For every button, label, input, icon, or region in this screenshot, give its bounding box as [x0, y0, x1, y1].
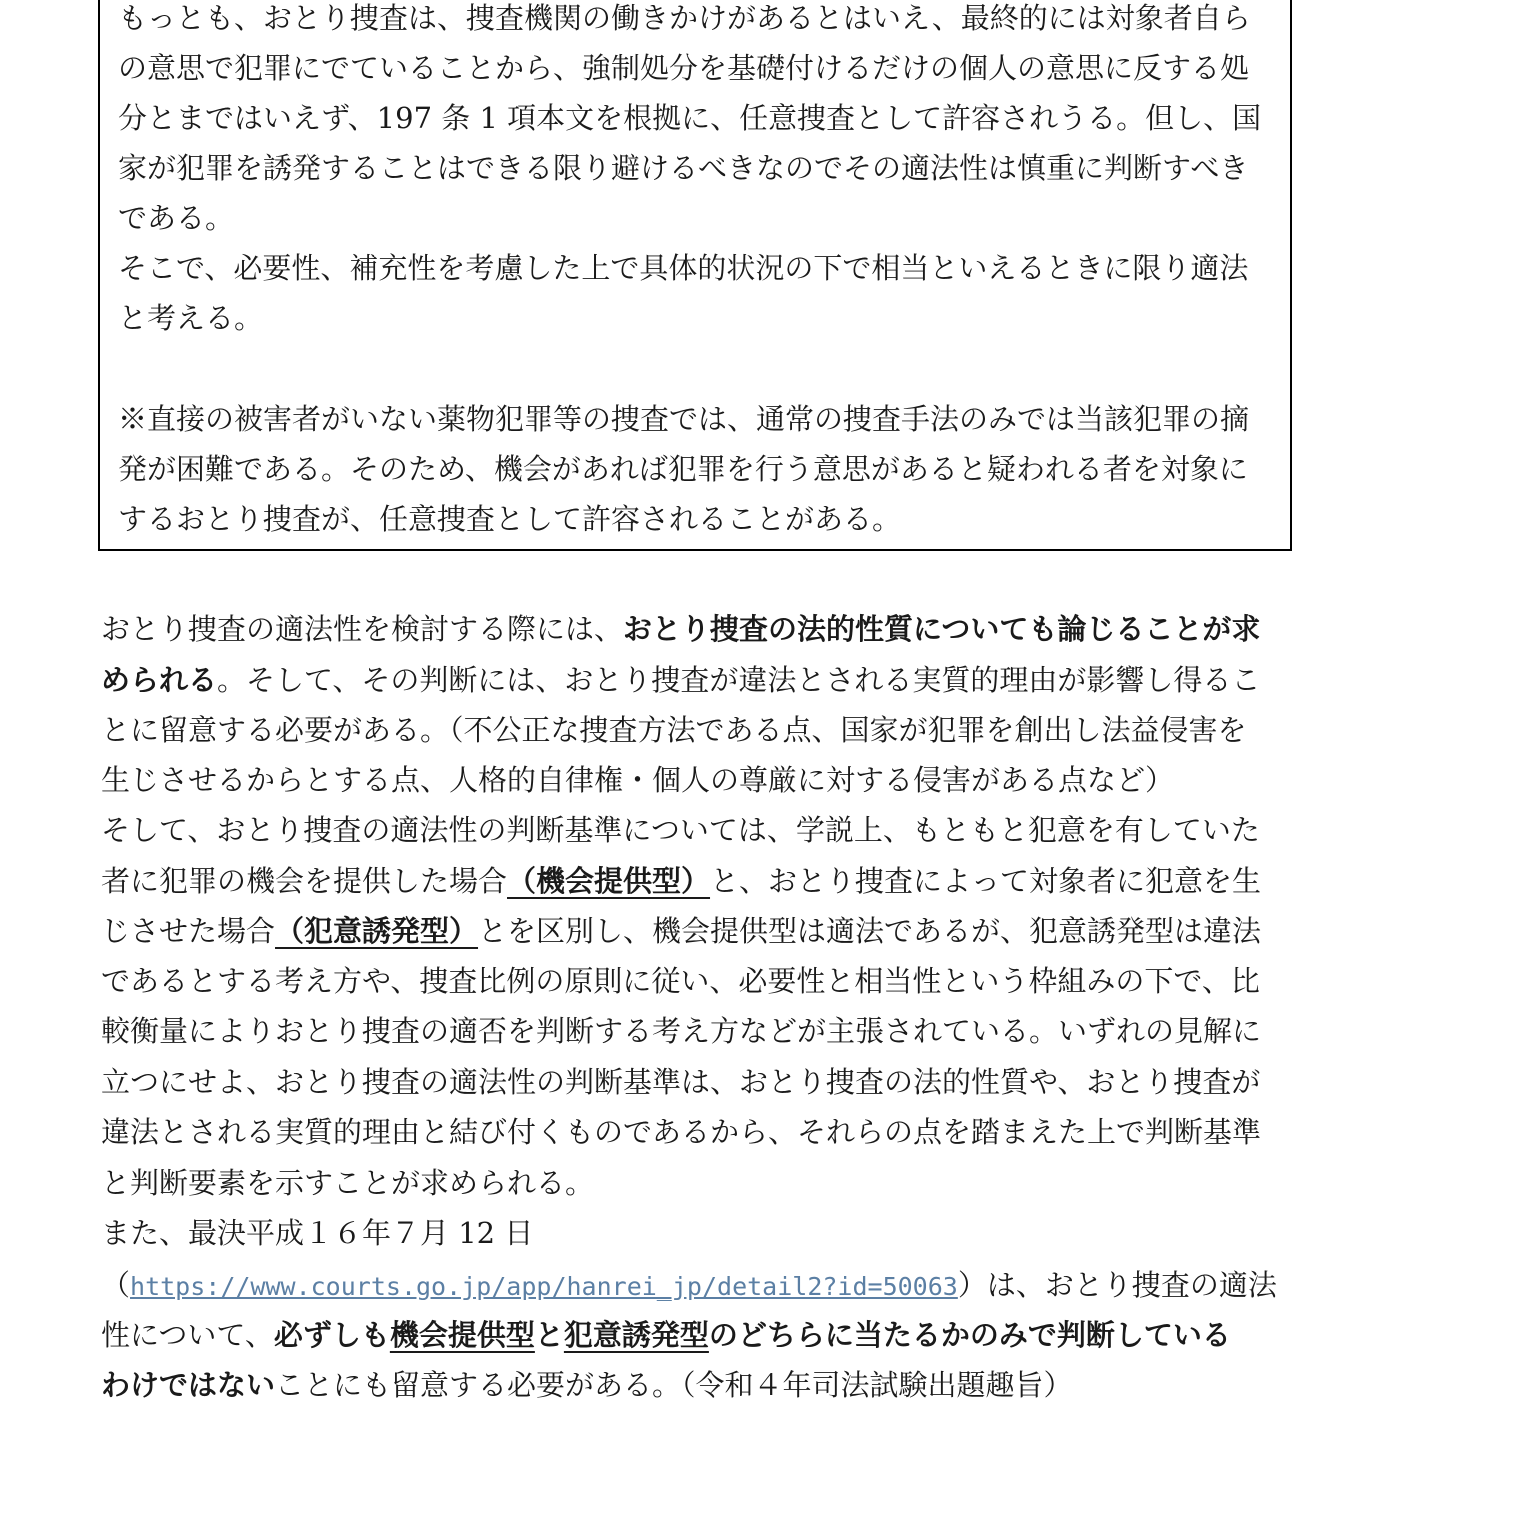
box-line: 分とまではいえず、197 条 1 項本文を根拠に、任意捜査として許容されうる。但し、国 [118, 101, 1262, 135]
box-line: である。 [118, 201, 235, 235]
bold-run: められる [101, 663, 218, 697]
body-line [101, 1360, 1073, 1410]
underlined-bold-run: （犯意誘発型） [275, 914, 479, 948]
text-run: ）は、おとり捜査の適法 [957, 1268, 1277, 1302]
text-run: 。そして、その判断には、おとり捜査が違法とされる実質的理由が影響し得るこ [217, 663, 1261, 697]
bold-run: おとり捜査の法的性質についても論じることが求 [623, 612, 1261, 646]
box-line: もっとも、おとり捜査は、捜査機関の働きかけがあるとはいえ、最終的には対象者自ら [118, 1, 1251, 35]
body-line: 違法とされる実質的理由と結び付くものであるから、それらの点を踏まえた上で判断基準 [101, 1115, 1262, 1149]
bold-run: 必ずしも [273, 1318, 390, 1352]
text-run: ことにも留意する必要がある。（令和４年司法試験出題趣旨） [275, 1368, 1073, 1402]
boxed-passage [98, 0, 1292, 551]
bold-run: のどちらに当たるかのみで判断している [708, 1318, 1231, 1352]
box-line: と考える。 [118, 301, 264, 335]
body-line [101, 1310, 1231, 1360]
body-line [101, 1260, 1277, 1310]
body-line: そして、おとり捜査の適法性の判断基準については、学説上、もともと犯意を有していた [101, 813, 1260, 847]
text-run: と、おとり捜査によって対象者に犯意を生 [710, 864, 1262, 898]
underlined-bold-run: 機会提供型 [389, 1318, 535, 1352]
body-line: 生じさせるからとする点、人格的自律権・個人の尊厳に対する侵害がある点など） [101, 763, 1175, 797]
underlined-bold-run: 犯意誘発型 [563, 1318, 709, 1352]
text-run: 者に犯罪の機会を提供した場合 [101, 864, 508, 898]
text-run: （ [101, 1268, 131, 1302]
box-line: ※直接の被害者がいない薬物犯罪等の捜査では、通常の捜査手法のみでは当該犯罪の摘 [118, 402, 1250, 436]
body-line: とに留意する必要がある。（不公正な捜査方法である点、国家が犯罪を創出し法益侵害を [101, 713, 1247, 747]
text-run: おとり捜査の適法性を検討する際には、 [101, 612, 624, 646]
text-run: じさせた場合 [101, 914, 276, 948]
box-line: の意思で犯罪にでていることから、強制処分を基礎付けるだけの個人の意思に反する処 [118, 51, 1250, 85]
body-line [101, 906, 1261, 956]
box-line: 発が困難である。そのため、機会があれば犯罪を行う意思があると疑われる者を対象に [118, 452, 1248, 486]
body-line: と判断要素を示すことが求められる。 [101, 1166, 595, 1200]
text-run: 性について、 [101, 1318, 274, 1352]
bold-run: わけではない [101, 1368, 276, 1402]
body-line: 立つにせよ、おとり捜査の適法性の判断基準は、おとり捜査の法的性質や、おとり捜査が [101, 1065, 1261, 1099]
body-line [101, 655, 1260, 705]
underlined-bold-run: （機会提供型） [507, 864, 711, 898]
box-line: するおとり捜査が、任意捜査として許容されることがある。 [118, 502, 902, 536]
box-line: 家が犯罪を誘発することはできる限り避けるべきなのでその適法性は慎重に判断すべき [118, 151, 1249, 185]
court-ruling-link[interactable]: https://www.courts.go.jp/app/hanrei_jp/detail2?id=50063 [130, 1272, 958, 1301]
body-line [101, 604, 1260, 654]
bold-run: と [534, 1318, 564, 1352]
text-run: とを区別し、機会提供型は適法であるが、犯意誘発型は違法 [478, 914, 1262, 948]
body-line: であるとする考え方や、捜査比例の原則に従い、必要性と相当性という枠組みの下で、比 [101, 964, 1260, 998]
box-line: そこで、必要性、補充性を考慮した上で具体的状況の下で相当といえるときに限り適法 [118, 251, 1249, 285]
body-line: また、最決平成１６年７月 12 日 [101, 1216, 534, 1250]
body-line [101, 856, 1261, 906]
body-line: 較衡量によりおとり捜査の適否を判断する考え方などが主張されている。いずれの見解に [101, 1014, 1262, 1048]
